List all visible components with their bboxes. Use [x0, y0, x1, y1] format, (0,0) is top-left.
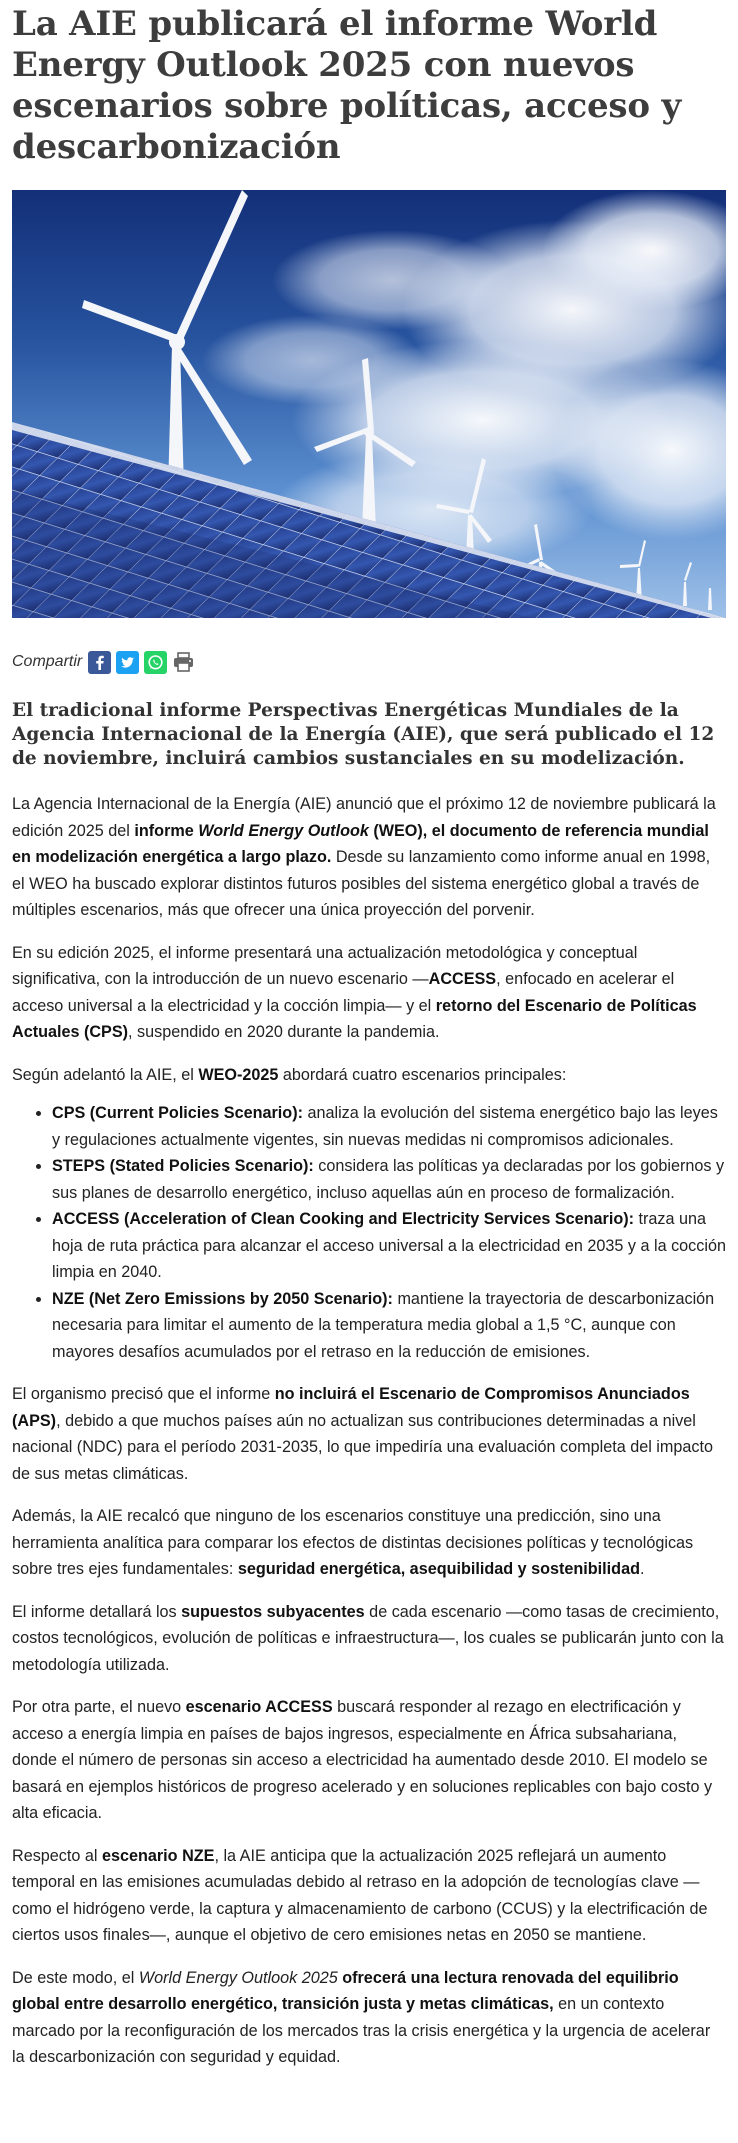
p3-text-a: Según adelantó la AIE, el — [12, 1065, 199, 1084]
p8-text-a: Respecto al — [12, 1846, 102, 1865]
p2-text-d: , suspendido en 2020 durante la pandemia. — [128, 1023, 440, 1041]
p5-bold: seguridad energética, asequibilidad y sostenibilidad — [237, 1560, 640, 1578]
list-item — [52, 1153, 726, 1206]
p3-bold: WEO-2025 — [198, 1065, 279, 1084]
p7-bold: escenario ACCESS — [185, 1698, 333, 1716]
p7-text-c: buscará responder al rezago en electrificación y acceso a energía limpia en países de bajos ingresos, especialmente en África subsahariana, donde el número de personas sin acceso a electricidad ha aumentado desde 2010. El modelo se basará en ejemplos históricos de progreso acelerado y en soluciones replicables con bajo costo y alta eficacia. — [12, 1698, 713, 1822]
p2-text-a: En su edición 2025, el informe presentará una actualización metodológica y conceptual significativa, con la introducción de un nuevo escenario — — [12, 943, 638, 988]
p2-bold-b: retorno del Escenario de Políticas Actuales (CPS) — [12, 996, 697, 1041]
paragraph-2 — [12, 940, 726, 1046]
paragraph-6 — [12, 1599, 726, 1679]
p4-bold: no incluirá el Escenario de Compromisos Anunciados (APS) — [12, 1385, 690, 1430]
p6-bold: supuestos subyacentes — [181, 1602, 365, 1621]
scenario-desc: mantiene la trayectoria de descarbonización necesaria para limitar el aumento de la temperatura media global a 1,5 °C, aunque con mayores desafíos acumulados por el retraso en la reducción de emisiones. — [52, 1289, 715, 1361]
whatsapp-icon[interactable] — [144, 651, 167, 674]
share-bar — [12, 649, 726, 675]
paragraph-9 — [12, 1965, 726, 2071]
article-lead: El tradicional informe Perspectivas Energéticas Mundiales de la Agencia Internacional de la Energía (AIE), que será publicado el 12 de noviembre, incluirá cambios sustanciales en su modelización. — [12, 700, 715, 769]
paragraph-3 — [12, 1062, 726, 1089]
p8-bold: escenario NZE — [101, 1846, 215, 1865]
p4-text-c: , debido a que muchos países aún no actualizan sus contribuciones determinadas a nivel nacional (NDC) para el período 2031-2035, lo que impediría una evaluación completa del impacto de sus metas climáticas. — [12, 1411, 713, 1483]
p6-text-a: El informe detallará los — [12, 1602, 182, 1621]
p1-bold-b: (WEO), el documento de referencia mundial en modelización energética a largo plazo. — [12, 821, 709, 866]
article-title: La AIE publicará el informe World Energy Outlook 2025 con nuevos escenarios sobre políticas, acceso y descarbonización — [12, 4, 682, 167]
paragraph-1 — [12, 791, 726, 924]
scenario-name: STEPS (Stated Policies Scenario): — [52, 1157, 314, 1175]
scenario-name: ACCESS (Acceleration of Clean Cooking and Electricity Services Scenario): — [52, 1210, 635, 1228]
scenario-desc: analiza la evolución del sistema energético bajo las leyes y regulaciones actualmente vigentes, sin nuevas medidas ni compromisos adicionales. — [52, 1104, 718, 1149]
p9-italic: World Energy Outlook 2025 — [138, 1968, 338, 1987]
scenario-desc: traza una hoja de ruta práctica para alcanzar el acceso universal a la electricidad en 2035 y a la cocción limpia en 2040. — [52, 1210, 726, 1281]
p2-bold-a: ACCESS — [428, 970, 497, 988]
print-icon[interactable] — [172, 651, 195, 674]
p4-text-a: El organismo precisó que el informe — [12, 1385, 275, 1403]
scenario-name: NZE (Net Zero Emissions by 2050 Scenario): — [52, 1289, 393, 1308]
scenario-name: CPS (Current Policies Scenario): — [52, 1104, 303, 1122]
p3-text-c: abordará cuatro escenarios principales: — [278, 1065, 567, 1084]
list-item — [52, 1100, 726, 1153]
p9-bold: ofrecerá una lectura renovada del equilibrio global entre desarrollo energético, transición justa y metas climáticas, — [12, 1968, 679, 2013]
scenario-list — [12, 1100, 726, 1365]
hero-image — [12, 190, 726, 618]
p5-text-a: Además, la AIE recalcó que ninguno de los escenarios constituye una predicción, sino una herramienta analítica para comparar los efectos de distintas decisiones políticas y tecnológicas sobre tres ejes fundamentales: — [12, 1507, 694, 1578]
p1-text-a: La Agencia Internacional de la Energía (AIE) anunció que el próximo 12 de noviembre publicará la edición 2025 del — [12, 795, 716, 840]
p1-bold-a: informe — [134, 821, 199, 840]
facebook-icon[interactable] — [88, 651, 111, 674]
p5-text-c: . — [639, 1560, 645, 1578]
list-item — [52, 1286, 726, 1366]
share-label: Compartir — [12, 653, 83, 670]
paragraph-5 — [12, 1503, 726, 1583]
p6-text-c: de cada escenario —como tasas de crecimiento, costos tecnológicos, evolución de políticas e infraestructura—, los cuales se publicarán junto con la metodología utilizada. — [12, 1602, 724, 1674]
paragraph-8 — [12, 1843, 726, 1949]
list-item — [52, 1206, 726, 1286]
p1-bold-italic: World Energy Outlook — [198, 821, 369, 840]
p2-text-c: , enfocado en acelerar el acceso universal a la electricidad y la cocción limpia— y el — [12, 970, 675, 1015]
twitter-icon[interactable] — [116, 651, 139, 674]
p8-text-c: , la AIE anticipa que la actualización 2025 reflejará un aumento temporal en las emisiones acumuladas debido al retraso en la adopción de tecnologías clave —como el hidrógeno verde, la captura y almacenamiento de carbono (CCUS) y la electrificación de ciertos usos finales—, aunque el objetivo de cero emisiones netas en 2050 se mantiene. — [12, 1846, 708, 1944]
scenario-desc: considera las políticas ya declaradas por los gobiernos y sus planes de desarrollo energético, incluso aquellas aún en proceso de formalización. — [52, 1157, 725, 1202]
p1-text-c: Desde su lanzamiento como informe anual en 1998, el WEO ha buscado explorar distintos futuros posibles del sistema energético global a través de múltiples escenarios, más que ofrecer una única proyección del porvenir. — [12, 848, 711, 919]
paragraph-4 — [12, 1381, 726, 1487]
paragraph-7 — [12, 1694, 726, 1827]
p9-text-a: De este modo, el — [12, 1968, 139, 1987]
p7-text-a: Por otra parte, el nuevo — [12, 1698, 186, 1716]
p9-text-c: en un contexto marcado por la reconfiguración de los mercados tras la crisis energética y la urgencia de acelerar la descarbonización con seguridad y equidad. — [12, 1995, 711, 2066]
